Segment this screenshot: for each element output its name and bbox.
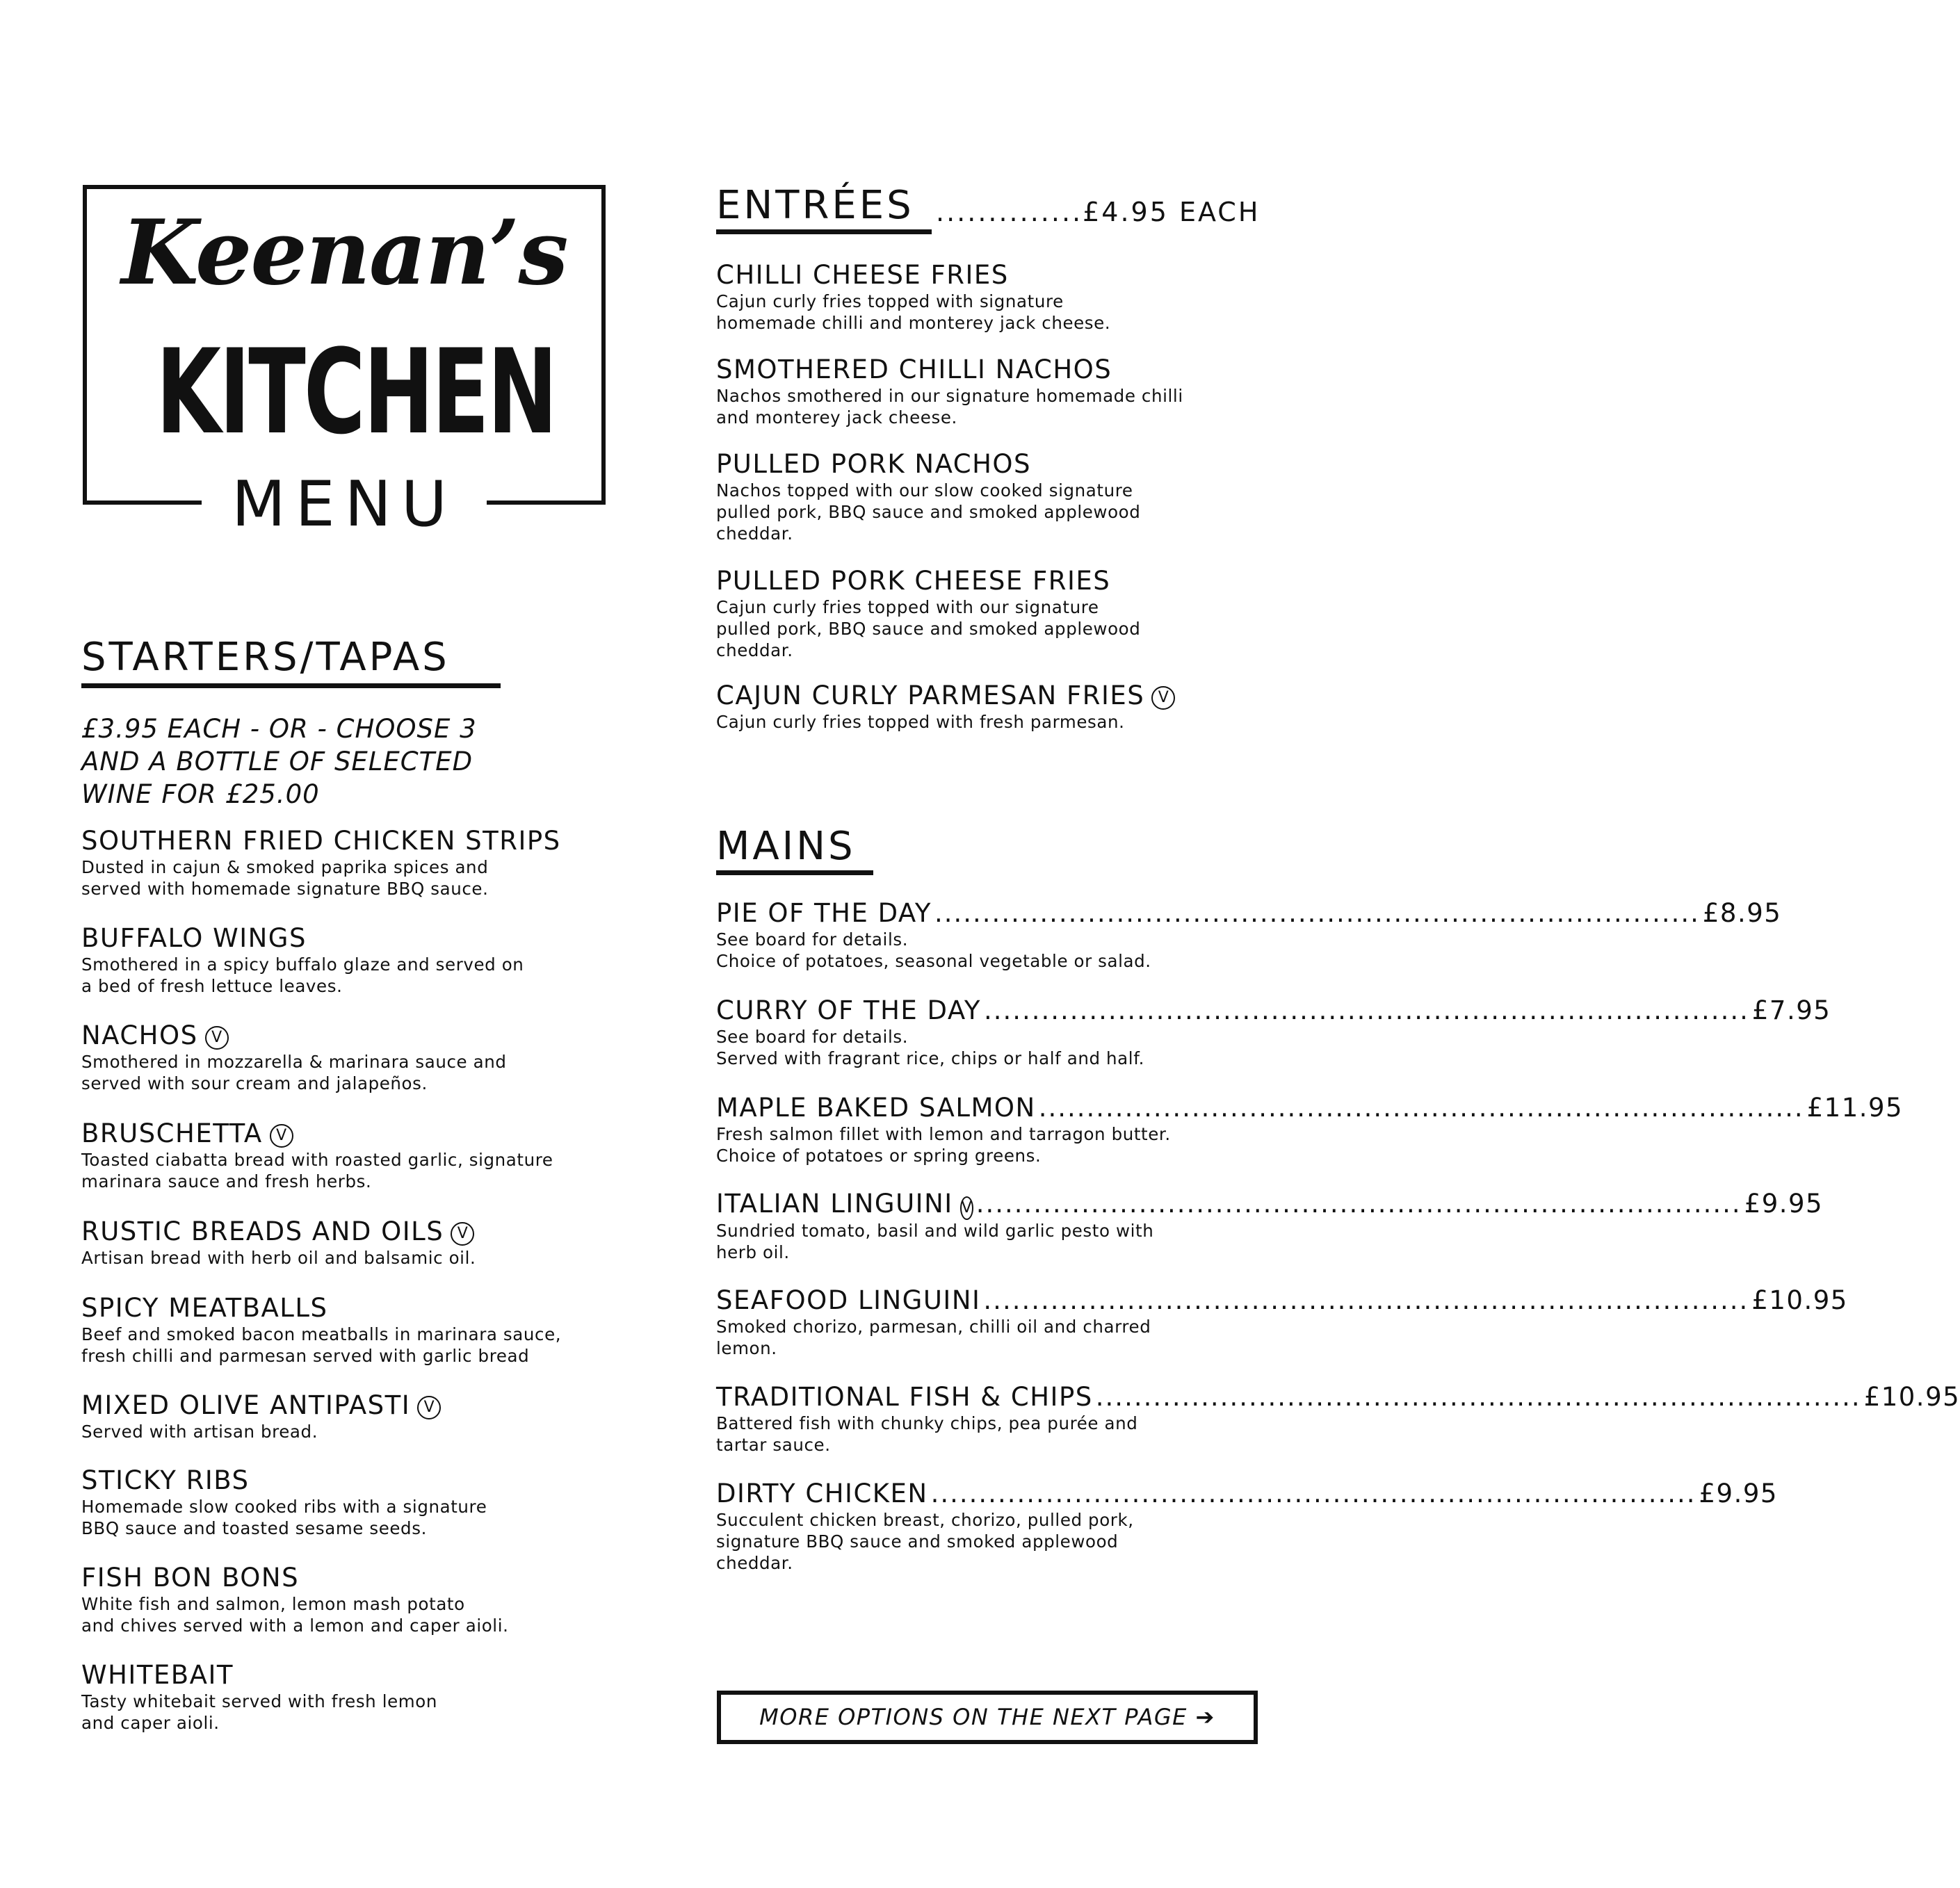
menu-item-name: DIRTY CHICKEN — [716, 1479, 928, 1508]
more-options-next-page-button[interactable]: MORE OPTIONS ON THE NEXT PAGE ➔ — [717, 1691, 1258, 1744]
menu-item-description: Smothered in a spicy buffalo glaze and served on — [81, 954, 524, 975]
menu-item — [716, 995, 1831, 1069]
menu-item-price: £10.95 — [1751, 1285, 1848, 1315]
starters-title: STARTERS/TAPAS — [81, 635, 450, 680]
entrees-price-value: £4.95 EACH — [1083, 197, 1261, 227]
menu-item-name-row — [716, 681, 1175, 711]
menu-item-description: Tasty whitebait served with fresh lemon — [81, 1691, 437, 1711]
menu-item-name-row — [81, 1216, 476, 1247]
menu-item-name-row — [716, 995, 1831, 1026]
menu-item — [81, 1660, 437, 1734]
menu-item-price: £7.95 — [1751, 995, 1831, 1025]
menu-item-name-row — [81, 826, 561, 856]
menu-item-name-row — [81, 1563, 509, 1593]
menu-item-description: and monterey jack cheese. — [716, 407, 957, 428]
menu-item-description: and chives served with a lemon and caper aioli. — [81, 1616, 509, 1636]
menu-item-name-row — [716, 566, 1140, 596]
menu-item-description: See board for details. — [716, 1027, 909, 1047]
menu-item-name: SEAFOOD LINGUINI — [716, 1285, 981, 1315]
menu-item-description: White fish and salmon, lemon mash potato — [81, 1594, 465, 1614]
menu-item-name-row — [81, 1465, 487, 1496]
vegetarian-icon: V — [417, 1396, 441, 1419]
menu-item-price: £11.95 — [1806, 1093, 1904, 1123]
menu-item-description: and caper aioli. — [81, 1713, 220, 1733]
price-leader-dots: ................................................................................ — [975, 1189, 1742, 1219]
menu-item-name-row — [81, 1293, 561, 1324]
menu-item-description: Choice of potatoes, seasonal vegetable or salad. — [716, 951, 1151, 971]
menu-item-name: PULLED PORK CHEESE FRIES — [716, 566, 1111, 596]
menu-item-description: Smoked chorizo, parmesan, chilli oil and charred — [716, 1317, 1151, 1337]
menu-item-name: CURRY OF THE DAY — [716, 995, 981, 1025]
menu-item-description: Cajun curly fries topped with signature — [716, 291, 1064, 311]
offer-line: WINE FOR £25.00 — [81, 779, 320, 809]
menu-item-description: Toasted ciabatta bread with roasted garlic, signature — [81, 1150, 553, 1170]
menu-item-description: homemade chilli and monterey jack cheese. — [716, 313, 1111, 333]
menu-item-name-row — [81, 1660, 437, 1691]
menu-item-name: BRUSCHETTA — [81, 1118, 263, 1148]
menu-item — [81, 1390, 441, 1442]
price-leader-dots: ................................................................................ — [1095, 1382, 1861, 1412]
menu-item-name-row — [81, 1390, 441, 1421]
menu-item-description: pulled pork, BBQ sauce and smoked applewood — [716, 502, 1141, 522]
menu-item — [716, 566, 1140, 661]
menu-item-name: CHILLI CHEESE FRIES — [716, 260, 1009, 290]
menu-item-name: FISH BON BONS — [81, 1563, 300, 1593]
menu-item-price: £10.95 — [1863, 1382, 1960, 1412]
menu-item — [81, 1465, 487, 1539]
menu-item-description: BBQ sauce and toasted sesame seeds. — [81, 1518, 427, 1538]
menu-item-description: marinara sauce and fresh herbs. — [81, 1171, 372, 1191]
offer-line: £3.95 EACH - OR - CHOOSE 3 — [81, 714, 477, 744]
vegetarian-icon: V — [451, 1222, 474, 1246]
menu-item-description: Served with artisan bread. — [81, 1422, 318, 1442]
logo-script-name: Keenan’s — [121, 201, 567, 305]
logo-kitchen-word: KITCHEN — [156, 324, 556, 460]
menu-item — [716, 681, 1175, 733]
vegetarian-icon: V — [270, 1124, 293, 1148]
entrees-underline — [716, 229, 932, 234]
menu-item-description: herb oil. — [716, 1242, 790, 1262]
menu-item-name: SMOTHERED CHILLI NACHOS — [716, 355, 1112, 384]
menu-item — [81, 1563, 509, 1636]
menu-item-description: Cajun curly fries topped with fresh parmesan. — [716, 712, 1125, 732]
menu-item-description: Beef and smoked bacon meatballs in marinara sauce, — [81, 1324, 562, 1344]
menu-item-description: served with homemade signature BBQ sauce. — [81, 879, 489, 899]
mains-underline — [716, 870, 873, 875]
price-leader-dots: ................................................................................ — [983, 995, 1749, 1025]
vegetarian-icon: V — [205, 1026, 229, 1050]
menu-item-name: ITALIAN LINGUINI — [716, 1189, 953, 1219]
logo-menu-word: MENU — [202, 470, 487, 539]
menu-item-name: SOUTHERN FRIED CHICKEN STRIPS — [81, 826, 561, 856]
menu-item-description: Nachos topped with our slow cooked signature — [716, 480, 1133, 501]
menu-item-description: Smothered in mozzarella & marinara sauce and — [81, 1052, 507, 1072]
menu-item-name-row — [716, 1479, 1778, 1509]
entrees-price-dots: .............. — [936, 197, 1083, 227]
menu-item — [716, 898, 1782, 972]
starters-offer — [81, 713, 582, 811]
menu-item-name: SPICY MEATBALLS — [81, 1293, 328, 1323]
menu-item — [716, 1093, 1904, 1166]
menu-item — [716, 260, 1110, 334]
menu-item-description: Nachos smothered in our signature homemade chilli — [716, 386, 1183, 406]
menu-item-name-row — [81, 1020, 507, 1051]
menu-item-description: lemon. — [716, 1338, 777, 1358]
menu-item-name: MAPLE BAKED SALMON — [716, 1093, 1036, 1123]
menu-item-description: served with sour cream and jalapeños. — [81, 1073, 428, 1093]
menu-item-description: a bed of fresh lettuce leaves. — [81, 976, 343, 996]
menu-item-name: STICKY RIBS — [81, 1465, 250, 1495]
menu-item-name: BUFFALO WINGS — [81, 923, 307, 953]
menu-item-name-row — [716, 1382, 1960, 1413]
menu-item-name-row — [716, 1093, 1904, 1123]
menu-item-name: CAJUN CURLY PARMESAN FRIES — [716, 681, 1145, 710]
menu-item-name-row — [81, 923, 524, 954]
menu-item — [81, 1118, 553, 1192]
menu-item-name: TRADITIONAL FISH & CHIPS — [716, 1382, 1093, 1412]
price-leader-dots: ................................................................................ — [983, 1285, 1749, 1315]
menu-item-price: £9.95 — [1744, 1189, 1824, 1219]
menu-item-name-row — [716, 355, 1183, 385]
price-leader-dots: ................................................................................ — [934, 898, 1700, 928]
menu-item-description: Served with fragrant rice, chips or half and half. — [716, 1048, 1145, 1068]
menu-item — [716, 1189, 1824, 1263]
menu-item-name-row — [716, 1285, 1848, 1316]
menu-item-description: fresh chilli and parmesan served with garlic bread — [81, 1346, 530, 1366]
menu-item — [81, 1020, 507, 1094]
entrees-title: ENTRÉES — [716, 183, 914, 228]
menu-item — [716, 449, 1140, 544]
price-leader-dots: ................................................................................ — [930, 1479, 1696, 1508]
menu-item-name: NACHOS — [81, 1020, 198, 1050]
menu-item-description: signature BBQ sauce and smoked applewood — [716, 1531, 1119, 1552]
menu-item-description: See board for details. — [716, 929, 909, 950]
menu-item — [81, 1293, 561, 1367]
menu-item-description: Dusted in cajun & smoked paprika spices and — [81, 857, 489, 877]
vegetarian-icon: V — [1151, 686, 1175, 710]
menu-item-description: cheddar. — [716, 1553, 793, 1573]
menu-item-description: tartar sauce. — [716, 1435, 831, 1455]
menu-item-name: PULLED PORK NACHOS — [716, 449, 1032, 479]
starters-underline — [81, 683, 501, 688]
menu-item-description: cheddar. — [716, 640, 793, 660]
vegetarian-icon: V — [960, 1196, 973, 1220]
menu-item-price: £8.95 — [1702, 898, 1782, 928]
menu-item — [716, 1285, 1848, 1359]
menu-item-description: Sundried tomato, basil and wild garlic pesto with — [716, 1221, 1154, 1241]
menu-item-description: Artisan bread with herb oil and balsamic oil. — [81, 1248, 476, 1268]
mains-title: MAINS — [716, 824, 856, 869]
menu-item-price: £9.95 — [1699, 1479, 1778, 1508]
menu-item-name-row — [716, 260, 1110, 291]
menu-item-name: RUSTIC BREADS AND OILS — [81, 1216, 444, 1246]
price-leader-dots: ................................................................................ — [1038, 1093, 1804, 1123]
menu-item-name: MIXED OLIVE ANTIPASTI — [81, 1390, 411, 1420]
menu-item-name: PIE OF THE DAY — [716, 898, 932, 928]
menu-item-name-row — [716, 1189, 1824, 1220]
menu-item-description: Cajun curly fries topped with our signature — [716, 597, 1099, 617]
menu-item — [81, 923, 524, 997]
menu-item-description: pulled pork, BBQ sauce and smoked applewood — [716, 619, 1141, 639]
entrees-price — [936, 197, 1260, 227]
menu-item-name: WHITEBAIT — [81, 1660, 234, 1690]
menu-item-description: Fresh salmon fillet with lemon and tarragon butter. — [716, 1124, 1171, 1144]
menu-item-description: cheddar. — [716, 523, 793, 544]
menu-item — [81, 1216, 476, 1269]
menu-item — [716, 355, 1183, 428]
menu-item-name-row — [716, 449, 1140, 480]
menu-item-description: Battered fish with chunky chips, pea purée and — [716, 1413, 1138, 1433]
menu-item — [716, 1382, 1960, 1456]
menu-item-description: Choice of potatoes or spring greens. — [716, 1146, 1042, 1166]
menu-item — [81, 826, 561, 900]
menu-item-description: Homemade slow cooked ribs with a signature — [81, 1497, 487, 1517]
menu-item-name-row — [81, 1118, 553, 1149]
menu-item — [716, 1479, 1778, 1574]
offer-line: AND A BOTTLE OF SELECTED — [81, 747, 473, 776]
menu-item-name-row — [716, 898, 1782, 929]
menu-item-description: Succulent chicken breast, chorizo, pulled pork, — [716, 1510, 1134, 1530]
